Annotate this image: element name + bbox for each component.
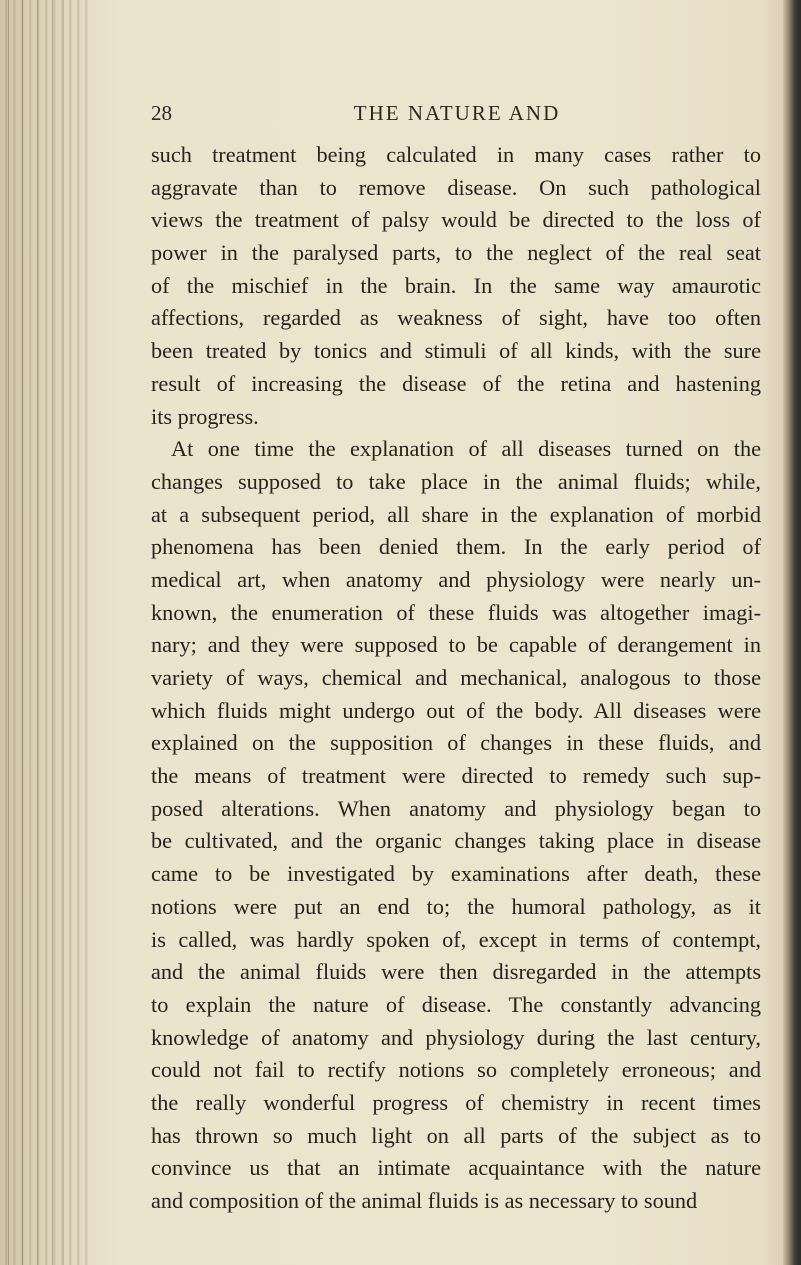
text-line: nary; and they were supposed to be capable of derangement in (151, 632, 761, 658)
text-line: at a subsequent period, all share in the explanation of morbid (151, 501, 761, 527)
text-line: medical art, when anatomy and physiology were nearly un- (151, 566, 761, 592)
text-line: explained on the supposition of changes in these fluids, and (151, 730, 761, 756)
text-line: such treatment being calculated in many cases rather to (151, 142, 761, 167)
text-line: which fluids might undergo out of the body. All diseases were (151, 697, 761, 723)
text-line: power in the paralysed parts, to the neglect of the real seat (151, 240, 761, 266)
binding-line (8, 0, 9, 1265)
text-line: affections, regarded as weakness of sight, have too often (151, 305, 761, 331)
text-line: its progress. (151, 403, 259, 429)
text-line: posed alterations. When anatomy and physiology began to (151, 795, 761, 821)
text-line: the really wonderful progress of chemistry in recent times (151, 1089, 761, 1115)
text-line: came to be investigated by examinations after death, these (151, 861, 761, 887)
text-line: result of increasing the disease of the retina and hastening (151, 370, 761, 396)
text-line: could not fail to rectify notions so completely erroneous; and (151, 1057, 761, 1083)
binding-line (37, 0, 38, 1265)
text-line: the means of treatment were directed to remedy such sup- (151, 763, 761, 789)
text-line: and the animal fluids were then disregarded in the attempts (151, 959, 761, 985)
text-line: phenomena has been denied them. In the early period of (151, 534, 761, 560)
page-number: 28 (151, 101, 172, 125)
text-line: changes supposed to take place in the animal fluids; while, (151, 468, 761, 494)
text-line: knowledge of anatomy and physiology during the last century, (151, 1024, 761, 1050)
running-head: THE NATURE AND (353, 101, 561, 125)
page-edge-shadow (783, 0, 801, 1265)
text-line: known, the enumeration of these fluids was altogether imagi- (151, 599, 761, 625)
text-line: to explain the nature of disease. The constantly advancing (151, 991, 761, 1017)
text-line: and composition of the animal fluids is as necessary to sound (151, 1188, 698, 1213)
body-text (151, 139, 761, 1218)
text-line: convince us that an intimate acquaintance with the nature (151, 1155, 761, 1181)
text-line: of the mischief in the brain. In the same way amaurotic (151, 272, 761, 298)
text-line: is called, was hardly spoken of, except in terms of contempt, (151, 926, 761, 952)
page-binding-gutter (0, 0, 88, 1265)
text-line: be cultivated, and the organic changes taking place in disease (151, 828, 761, 854)
text-line: been treated by tonics and stimuli of all kinds, with the sure (151, 338, 761, 364)
text-line: aggravate than to remove disease. On such pathological (151, 174, 761, 200)
text-line: notions were put an end to; the humoral pathology, as it (151, 893, 761, 919)
binding-line (52, 0, 53, 1265)
binding-line (22, 0, 23, 1265)
text-line: views the treatment of palsy would be directed to the loss of (151, 207, 761, 233)
page-header (151, 101, 751, 131)
text-line: At one time the explanation of all diseases turned on the (171, 436, 761, 462)
text-line: has thrown so much light on all parts of the subject as to (151, 1122, 761, 1148)
text-line: variety of ways, chemical and mechanical, analogous to those (151, 665, 761, 690)
binding-line (63, 0, 64, 1265)
